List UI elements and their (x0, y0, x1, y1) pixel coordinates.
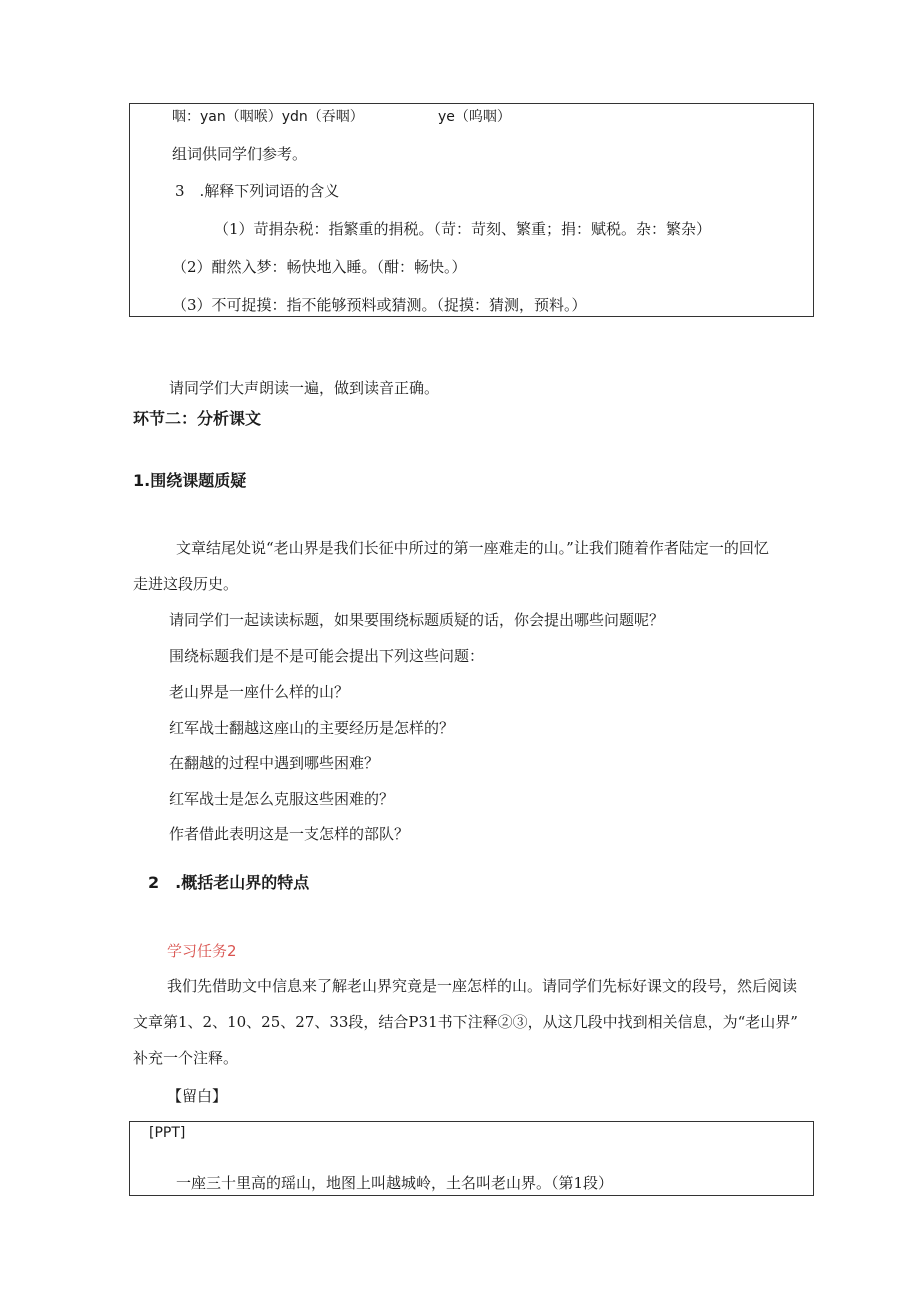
vocab-line-reference: 组词供同学们参考。 (172, 145, 308, 163)
task-line-2: 文章第1、2、10、25、27、33段，结合P31书下注释②③，从这几段中找到相关信息，为“老山界” (133, 1013, 798, 1031)
question-item: 红军战士是怎么克服这些困难的？ (169, 790, 395, 808)
subsection-title-1: 1.围绕课题质疑 (133, 471, 247, 490)
ppt-label: [PPT] (149, 1125, 186, 1141)
task-line-3: 补充一个注释。 (133, 1049, 239, 1067)
vocab-line-pronunciation-b: ye（呜咽） (438, 109, 511, 125)
ppt-quote: 一座三十里高的瑶山，地图上叫越城岭，土名叫老山界。（第1段） (176, 1174, 614, 1192)
vocab-line-item-3: （3）不可捉摸：指不能够预料或猜测。（捉摸：猜测，预料。） (172, 296, 587, 314)
vocab-line-heading: 3 .解释下列词语的含义 (175, 182, 340, 200)
question-item: 在翻越的过程中遇到哪些困难？ (169, 754, 380, 772)
read-aloud-instruction: 请同学们大声朗读一遍，做到读音正确。 (169, 379, 440, 397)
task-line-1: 我们先借助文中信息来了解老山界究竟是一座怎样的山。请同学们先标好课文的段号，然后阅读 (167, 977, 798, 995)
question-item: 红军战士翻越这座山的主要经历是怎样的？ (169, 719, 455, 737)
vocab-line-pronunciation-a: 咽：yan（咽喉）ydn（吞咽） (172, 109, 364, 125)
section-title: 环节二：分析课文 (133, 409, 262, 428)
paragraph-line-2: 走进这段历史。 (133, 575, 239, 593)
vocab-line-item-1: （1）苛捐杂税：指繁重的捐税。（苛：苛刻、繁重；捐：赋税。杂：繁杂） (214, 220, 712, 238)
question-item: 作者借此表明这是一支怎样的部队？ (169, 825, 410, 843)
paragraph-line-1: 文章结尾处说“老山界是我们长征中所过的第一座难走的山。”让我们随着作者陆定一的回忆 (176, 539, 769, 557)
task-label: 学习任务2 (167, 942, 237, 960)
blank-label: 【留白】 (167, 1087, 228, 1105)
question-item: 老山界是一座什么样的山？ (169, 683, 350, 701)
question-lead: 围绕标题我们是不是可能会提出下列这些问题： (169, 647, 485, 665)
question-intro: 请同学们一起读读标题，如果要围绕标题质疑的话，你会提出哪些问题呢？ (169, 611, 665, 629)
subsection-title-2: 2 .概括老山界的特点 (148, 873, 310, 892)
vocab-line-item-2: （2）酣然入梦：畅快地入睡。（酣：畅快。） (172, 258, 467, 276)
vocab-box (129, 103, 814, 317)
